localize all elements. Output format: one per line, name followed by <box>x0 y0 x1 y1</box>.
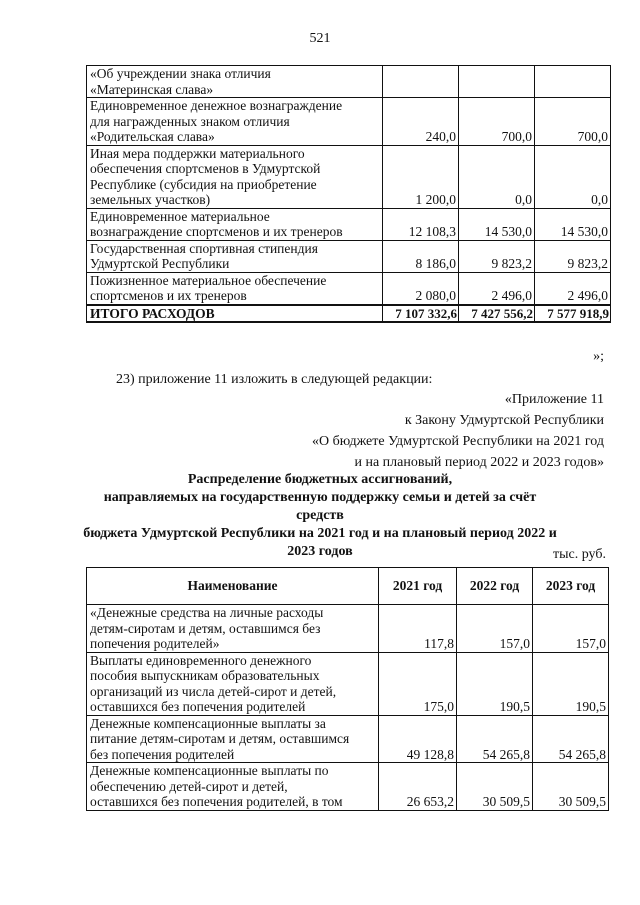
table-row <box>87 145 611 208</box>
total-2023: 7 577 918,9 <box>535 305 611 323</box>
value-2021: 8 186,0 <box>383 240 459 272</box>
value-2022: 30 509,5 <box>457 763 533 811</box>
document-title: Распределение бюджетных ассигнований, направляемых на государственную поддержку семьи и детей за счёт средств бюджета Удмуртской Республики на 2021 год и на плановый период 2022 и 2023 годов <box>83 472 557 559</box>
row-name: Выплаты единовременного денежного пособия выпускникам образовательных организаций из числа детей-сирот и детей, оставшихся без попечения родителей <box>87 652 379 715</box>
value-2023: 157,0 <box>533 605 609 653</box>
value-2022: 700,0 <box>459 98 535 146</box>
spending-table-continuation <box>86 65 611 323</box>
value-2021: 117,8 <box>379 605 457 653</box>
column-header-name: Наименование <box>87 568 379 605</box>
appendix-header-line: «Приложение 11 <box>504 392 604 407</box>
table-row <box>87 66 611 98</box>
value-2023: 9 823,2 <box>535 240 611 272</box>
table-row <box>87 208 611 240</box>
total-row <box>87 305 611 323</box>
value-2022: 2 496,0 <box>459 272 535 305</box>
value-2023: 30 509,5 <box>533 763 609 811</box>
row-name: «Об учреждении знака отличия «Материнская слава» <box>87 66 383 98</box>
value-2022 <box>459 66 535 98</box>
row-name: Государственная спортивная стипендия Удмуртской Республики <box>87 240 383 272</box>
units-label: тыс. руб. <box>553 547 606 562</box>
budget-allocation-table <box>86 567 609 811</box>
amendment-text: 23) приложение 11 изложить в следующей редакции: <box>116 372 433 387</box>
table-row <box>87 652 609 715</box>
value-2021: 1 200,0 <box>383 145 459 208</box>
value-2021: 49 128,8 <box>379 715 457 763</box>
closing-quote: »; <box>593 349 604 364</box>
row-name: Иная мера поддержки материального обеспечения спортсменов в Удмуртской Республике (субсидия на приобретение земельных участков) <box>87 145 383 208</box>
row-name: «Денежные средства на личные расходы детям-сиротам и детям, оставшимся без попечения родителей» <box>87 605 379 653</box>
value-2021 <box>383 66 459 98</box>
appendix-header-line: «О бюджете Удмуртской Республики на 2021 год <box>311 434 604 449</box>
value-2022: 9 823,2 <box>459 240 535 272</box>
row-name: Денежные компенсационные выплаты по обеспечению детей-сирот и детей, оставшихся без попечения родителей, в том <box>87 763 379 811</box>
row-name: Единовременное денежное вознаграждение для награжденных знаком отличия «Родительская слава» <box>87 98 383 146</box>
table-row <box>87 605 609 653</box>
value-2022: 14 530,0 <box>459 208 535 240</box>
value-2021: 175,0 <box>379 652 457 715</box>
table-row <box>87 763 609 811</box>
page-number: 521 <box>309 31 331 46</box>
value-2021: 12 108,3 <box>383 208 459 240</box>
value-2022: 54 265,8 <box>457 715 533 763</box>
value-2022: 157,0 <box>457 605 533 653</box>
appendix-header-line: и на плановый период 2022 и 2023 годов» <box>354 455 604 470</box>
row-name: Пожизненное материальное обеспечение спортсменов и их тренеров <box>87 272 383 305</box>
total-label: ИТОГО РАСХОДОВ <box>87 305 383 323</box>
total-2022: 7 427 556,2 <box>459 305 535 323</box>
table-row <box>87 272 611 305</box>
value-2023: 2 496,0 <box>535 272 611 305</box>
value-2023: 0,0 <box>535 145 611 208</box>
column-header-2023: 2023 год <box>533 568 609 605</box>
table-header-row <box>87 568 609 605</box>
total-2021: 7 107 332,6 <box>383 305 459 323</box>
column-header-2021: 2021 год <box>379 568 457 605</box>
value-2023: 190,5 <box>533 652 609 715</box>
row-name: Единовременное материальное вознаграждение спортсменов и их тренеров <box>87 208 383 240</box>
table-row <box>87 98 611 146</box>
table-row <box>87 240 611 272</box>
value-2022: 190,5 <box>457 652 533 715</box>
value-2023: 700,0 <box>535 98 611 146</box>
value-2021: 240,0 <box>383 98 459 146</box>
value-2021: 2 080,0 <box>383 272 459 305</box>
value-2022: 0,0 <box>459 145 535 208</box>
row-name: Денежные компенсационные выплаты за питание детям-сиротам и детям, оставшимся без попечения родителей <box>87 715 379 763</box>
value-2021: 26 653,2 <box>379 763 457 811</box>
column-header-2022: 2022 год <box>457 568 533 605</box>
value-2023: 54 265,8 <box>533 715 609 763</box>
table-row <box>87 715 609 763</box>
appendix-header-line: к Закону Удмуртской Республики <box>404 413 604 428</box>
value-2023 <box>535 66 611 98</box>
value-2023: 14 530,0 <box>535 208 611 240</box>
